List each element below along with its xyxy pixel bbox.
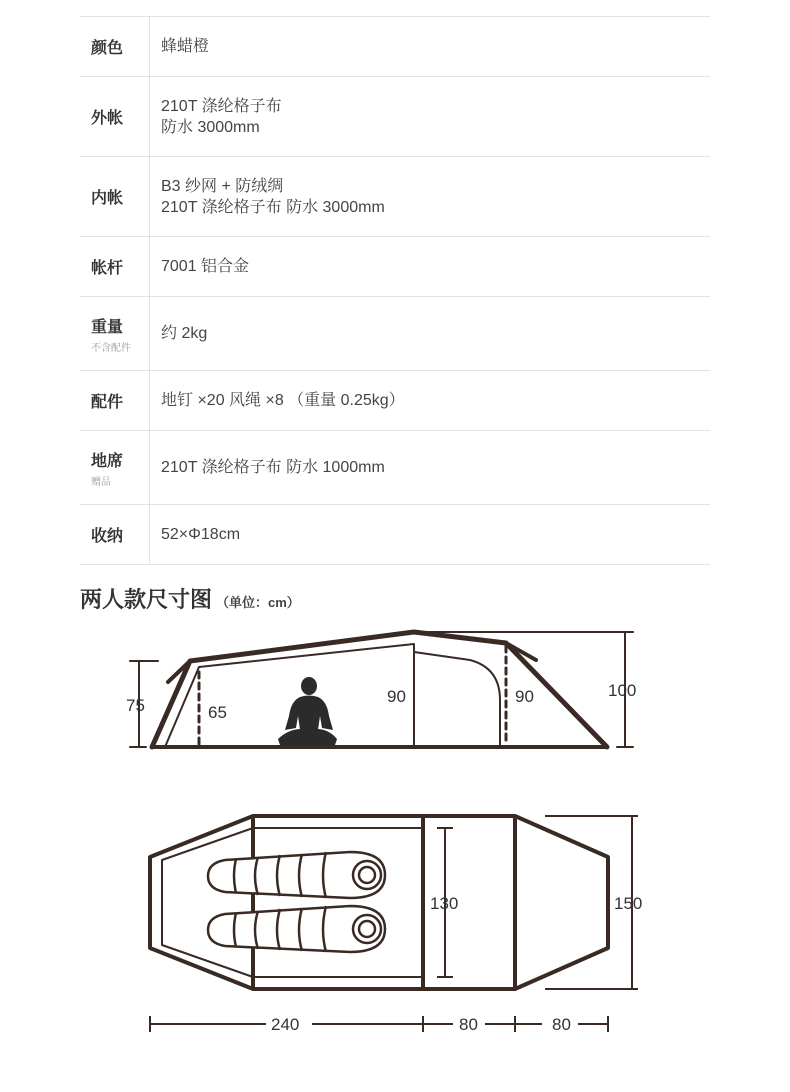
side-vestibule-curve <box>414 652 500 747</box>
spec-label: 地席 <box>91 452 124 470</box>
dim-front-height: 75 <box>126 696 145 715</box>
spec-label: 帐杆 <box>91 260 124 277</box>
spec-label: 配件 <box>91 394 124 411</box>
side-outer-fly <box>152 632 607 747</box>
dim-inner-width: 130 <box>430 894 459 913</box>
spec-value-line: 蜂蜡橙 <box>161 38 210 55</box>
person-silhouette-icon <box>278 677 337 745</box>
spec-value-line: 约 2kg <box>161 325 208 342</box>
spec-label: 外帐 <box>91 110 124 127</box>
spec-note: 赠品 <box>91 476 111 488</box>
spec-value-line: 210T 涤纶格子布 防水 1000mm <box>161 459 385 476</box>
spec-value-line: B3 纱网 + 防绒绸 <box>161 177 284 195</box>
spec-value-line: 52×Φ18cm <box>161 526 241 543</box>
dim-inner-rear: 90 <box>387 687 406 706</box>
sleeping-bag-icon <box>208 852 385 898</box>
sleeping-bag-icon <box>208 906 385 952</box>
spec-note: 不含配件 <box>91 342 131 354</box>
dim-length-mid: 80 <box>459 1015 478 1034</box>
spec-value-line: 防水 3000mm <box>161 118 260 136</box>
spec-value-line: 210T 涤纶格子布 防水 3000mm <box>161 198 385 216</box>
spec-label: 重量 <box>91 318 124 336</box>
spec-label: 收纳 <box>91 528 124 545</box>
dim-length-end: 80 <box>552 1015 571 1034</box>
section-title-text: 两人款尺寸图 <box>80 587 213 612</box>
spec-value-line: 7001 铝合金 <box>161 258 250 275</box>
spec-value-line: 地钉 ×20 风绳 ×8 （重量 0.25kg） <box>161 392 405 409</box>
dim-total-height: 100 <box>608 681 637 700</box>
spec-label: 内帐 <box>91 190 124 207</box>
spec-label: 颜色 <box>91 40 124 57</box>
dim-inner-front: 65 <box>208 703 227 722</box>
side-view <box>130 632 633 747</box>
section-unit: （单位：cm） <box>216 595 300 610</box>
top-inner-tent <box>162 828 423 977</box>
dim-vestibule: 90 <box>515 687 534 706</box>
spec-value-line: 210T 涤纶格子布 <box>161 97 282 115</box>
dim-length-main: 240 <box>271 1015 300 1034</box>
top-outer-fly <box>150 816 608 989</box>
dim-total-width: 150 <box>614 894 643 913</box>
